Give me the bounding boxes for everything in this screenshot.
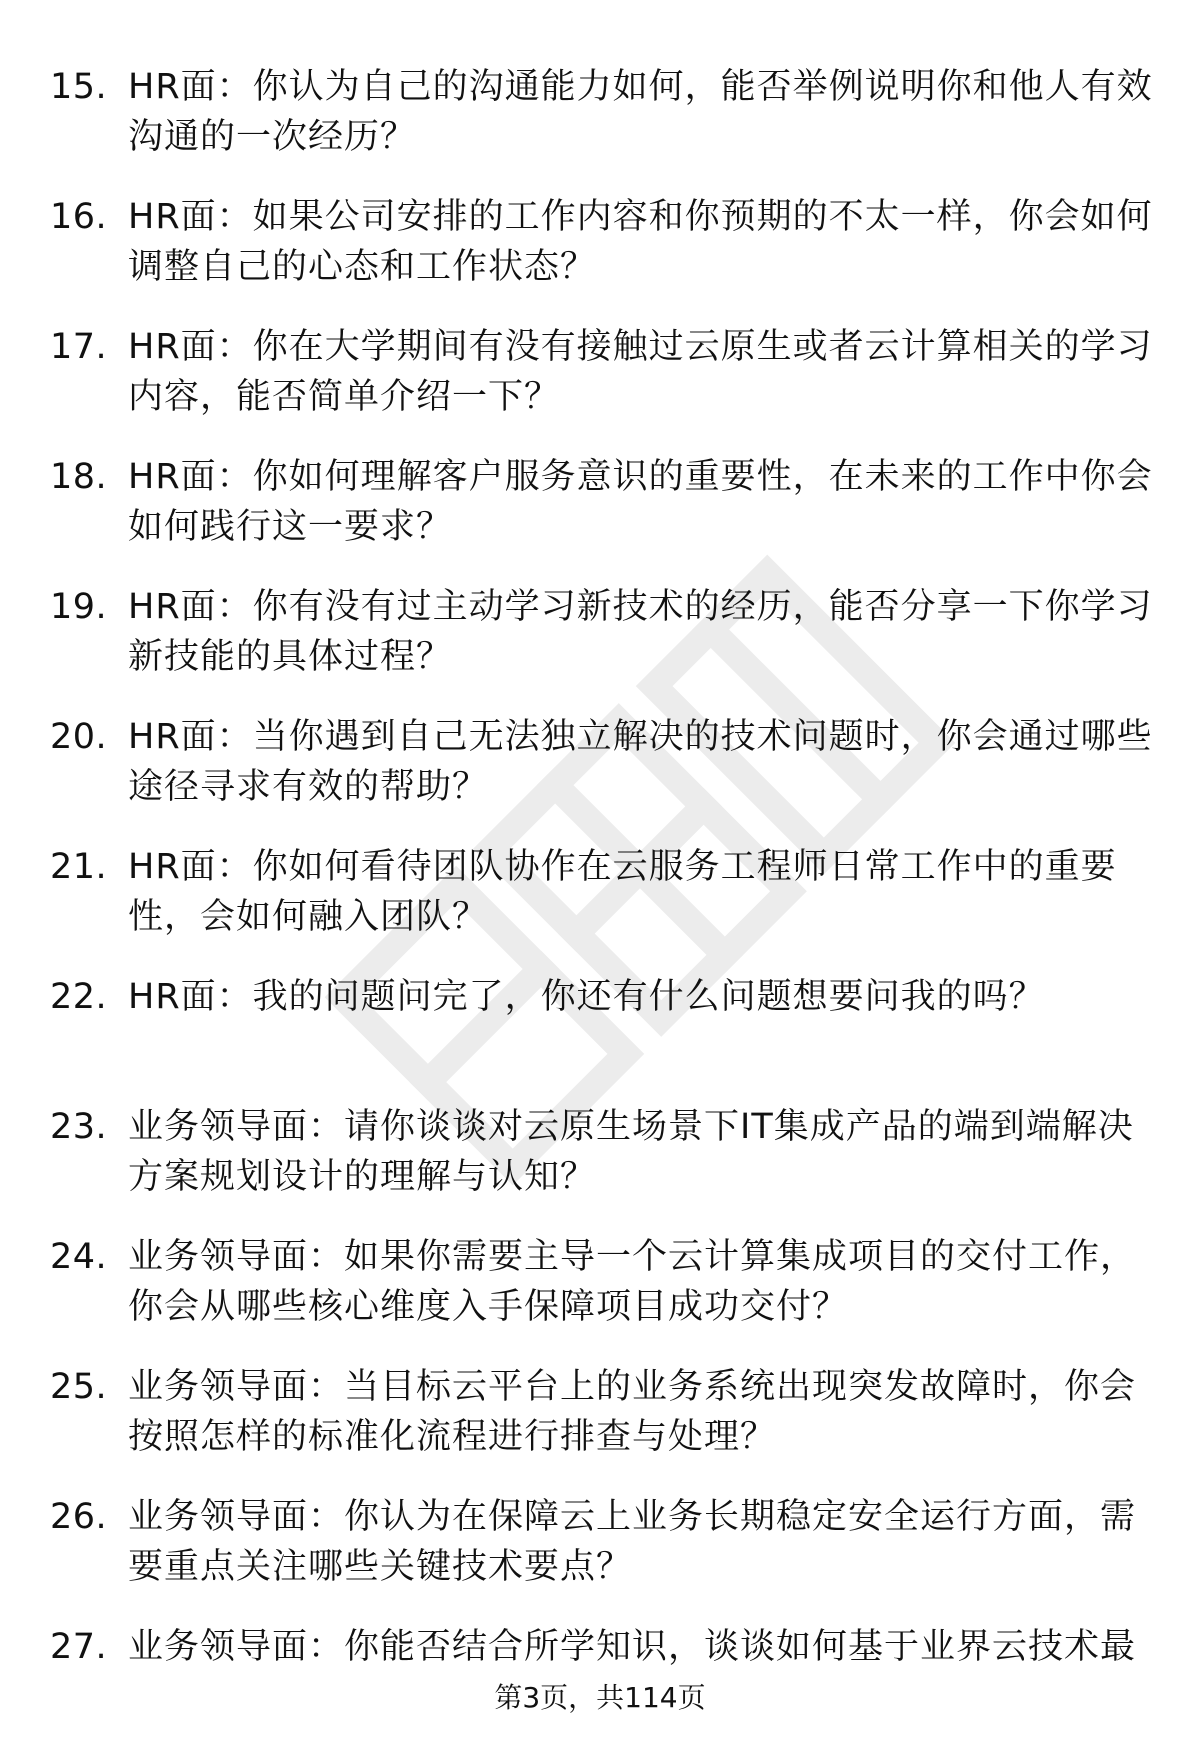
question-item-21 [0,828,1200,958]
question-text: HR面：你有没有过主动学习新技术的经历，能否分享一下你学习新技能的具体过程？ [128,587,1153,677]
question-list [0,48,1200,1738]
question-item-25 [0,1348,1200,1478]
question-text: 业务领导面：如果你需要主导一个云计算集成项目的交付工作，你会从哪些核心维度入手保障项目成功交付？ [128,1237,1137,1327]
question-item-19 [0,568,1200,698]
question-number: 18. [50,457,108,497]
question-item-17 [0,308,1200,438]
question-item-26 [0,1478,1200,1608]
question-item-16 [0,178,1200,308]
question-text: HR面：你如何理解客户服务意识的重要性，在未来的工作中你会如何践行这一要求？ [128,457,1153,547]
question-item-24 [0,1218,1200,1348]
question-item-18 [0,438,1200,568]
question-text: HR面：你在大学期间有没有接触过云原生或者云计算相关的学习内容，能否简单介绍一下？ [128,327,1153,417]
question-number: 19. [50,587,108,627]
question-number: 21. [50,847,108,887]
question-item-27 [0,1608,1200,1738]
question-number: 16. [50,197,108,237]
question-number: 22. [50,977,108,1017]
question-item-22 [0,958,1200,1088]
question-text: HR面：我的问题问完了，你还有什么问题想要问我的吗？ [128,977,1045,1017]
question-item-20 [0,698,1200,828]
question-item-15 [0,48,1200,178]
question-number: 24. [50,1237,108,1277]
question-number: 23. [50,1107,108,1147]
question-number: 15. [50,67,108,107]
question-number: 27. [50,1627,108,1667]
question-text: HR面：你如何看待团队协作在云服务工程师日常工作中的重要性，会如何融入团队？ [128,847,1117,937]
question-number: 26. [50,1497,108,1537]
question-item-23 [0,1088,1200,1218]
question-text: 业务领导面：你认为在保障云上业务长期稳定安全运行方面，需要重点关注哪些关键技术要点？ [128,1497,1137,1587]
question-text: HR面：如果公司安排的工作内容和你预期的不太一样，你会如何调整自己的心态和工作状态？ [128,197,1153,287]
question-text: 业务领导面：请你谈谈对云原生场景下IT集成产品的端到端解决方案规划设计的理解与认知？ [128,1107,1134,1197]
question-text: HR面：你认为自己的沟通能力如何，能否举例说明你和他人有效沟通的一次经历？ [128,67,1153,157]
question-number: 25. [50,1367,108,1407]
question-text: 业务领导面：你能否结合所学知识，谈谈如何基于业界云技术最 [128,1627,1137,1667]
page-footer: 第3页，共114页 [494,1681,706,1714]
question-number: 20. [50,717,108,757]
question-text: 业务领导面：当目标云平台上的业务系统出现突发故障时，你会按照怎样的标准化流程进行排查与处理？ [128,1367,1137,1457]
question-number: 17. [50,327,108,367]
question-text: HR面：当你遇到自己无法独立解决的技术问题时，你会通过哪些途径寻求有效的帮助？ [128,717,1153,807]
